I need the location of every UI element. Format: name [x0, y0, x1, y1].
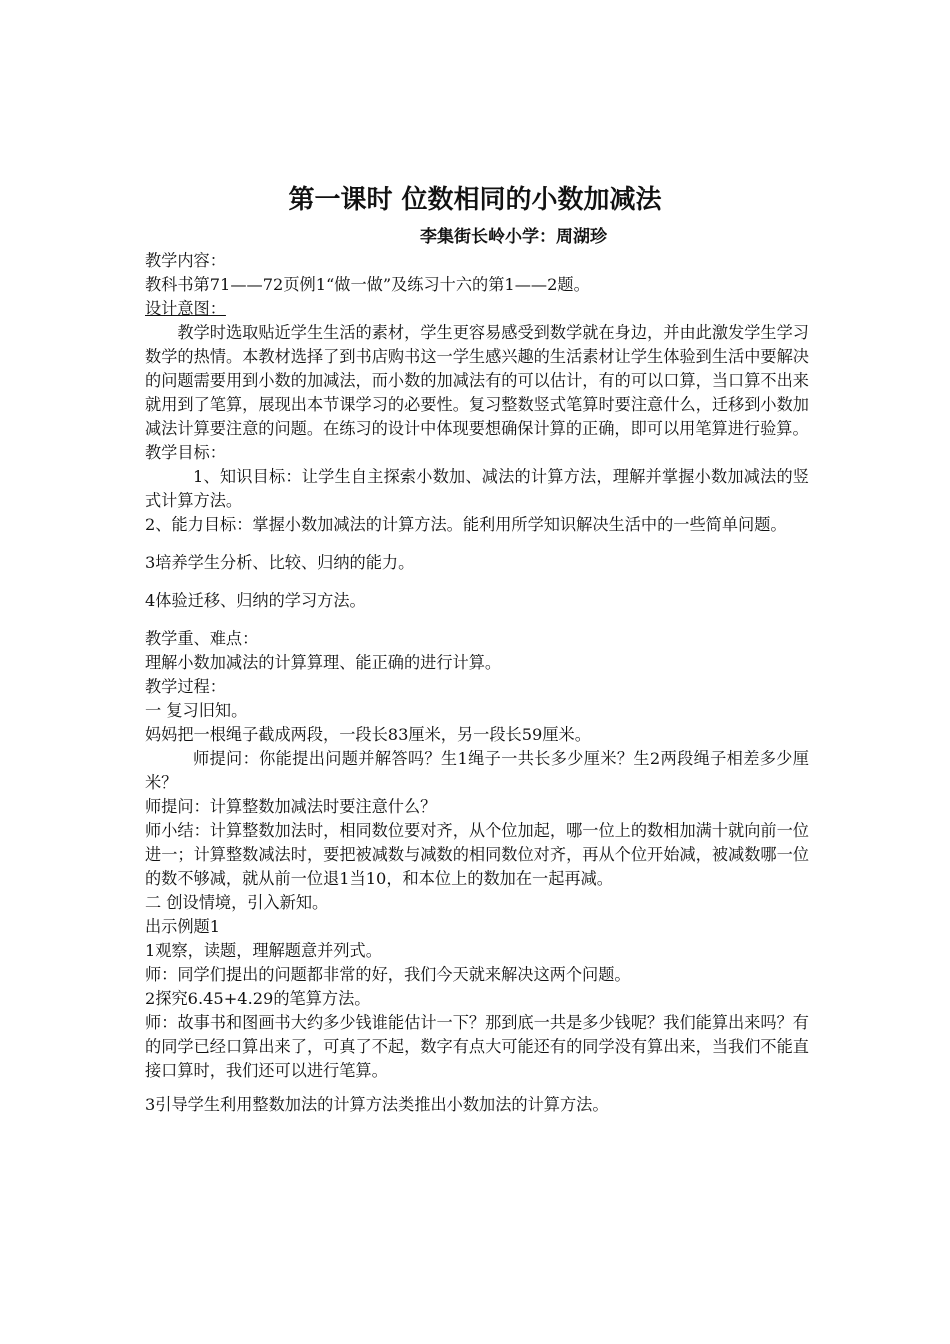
example-step-1: 1观察，读题，理解题意并列式。 — [145, 941, 382, 960]
step-1-question-1: 师提问：你能提出问题并解答吗？生1绳子一共长多少厘米？生2两段绳子相差多少厘米？ — [145, 749, 809, 792]
author-line: 李集街长岭小学：周湖珍 — [420, 227, 607, 247]
goal-item-4: 4体验迁移、归纳的学习方法。 — [145, 591, 366, 610]
example-heading: 出示例题1 — [145, 917, 221, 936]
content-text: 教科书第71——72页例1“做一做”及练习十六的第1——2题。 — [145, 275, 590, 294]
step-1-question-2: 师提问：计算整数加减法时要注意什么？ — [145, 797, 437, 816]
section-heading-process: 教学过程： — [145, 677, 226, 696]
example-teacher-2: 师：故事书和图画书大约多少钱谁能估计一下？那到底一共是多少钱呢？我们能算出来吗？有的同学已经口算出来了，可真了不起，数字有点大可能还有的同学没有算出来，当我们不能直接口算时，我们还可以进行笔算。 — [145, 1013, 809, 1080]
section-heading-content: 教学内容： — [145, 251, 226, 270]
step-1-summary: 师小结：计算整数加法时，相同数位要对齐，从个位加起，哪一位上的数相加满十就向前一位进一；计算整数减法时，要把被减数与减数的相同数位对齐，再从个位开始减，被减数哪一位的数不够减，就从前一位退1当10，和本位上的数加在一起再减。 — [145, 821, 809, 888]
example-step-2: 2探究6.45+4.29的笔算方法。 — [145, 989, 371, 1008]
goal-item-3: 3培养学生分析、比较、归纳的能力。 — [145, 553, 415, 572]
step-1-heading: 一 复习旧知。 — [145, 701, 248, 720]
section-heading-key-points: 教学重、难点： — [145, 629, 259, 648]
key-points-text: 理解小数加减法的计算算理、能正确的进行计算。 — [145, 653, 502, 672]
example-step-3: 3引导学生利用整数加法的计算方法类推出小数加法的计算方法。 — [145, 1095, 609, 1114]
section-heading-design: 设计意图： — [145, 299, 226, 318]
step-1-problem: 妈妈把一根绳子截成两段，一段长83厘米，另一段长59厘米。 — [145, 725, 591, 744]
design-paragraph: 教学时选取贴近学生生活的素材，学生更容易感受到数学就在身边，并由此激发学生学习数学的热情。本教材选择了到书店购书这一学生感兴趣的生活素材让学生体验到生活中要解决的问题需要用到小数的加减法，而小数的加减法有的可以估计，有的可以口算，当口算不出来就用到了笔算，展现出本节课学习的必要性。复习整数竖式笔算时要注意什么，迁移到小数加减法计算要注意的问题。在练习的设计中体现要想确保计算的正确，即可以用笔算进行验算。 — [145, 323, 809, 438]
step-2-heading: 二 创设情境，引入新知。 — [145, 893, 329, 912]
goal-item-2: 2、能力目标：掌握小数加减法的计算方法。能利用所学知识解决生活中的一些简单问题。 — [145, 515, 787, 534]
section-heading-goals: 教学目标： — [145, 443, 226, 462]
document-body — [145, 249, 809, 1117]
page-title: 第一课时 位数相同的小数加减法 — [288, 185, 662, 215]
example-teacher-1: 师：同学们提出的问题都非常的好，我们今天就来解决这两个问题。 — [145, 965, 631, 984]
goal-item-1: 1、知识目标：让学生自主探索小数加、减法的计算方法，理解并掌握小数加减法的竖式计算方法。 — [145, 467, 809, 510]
